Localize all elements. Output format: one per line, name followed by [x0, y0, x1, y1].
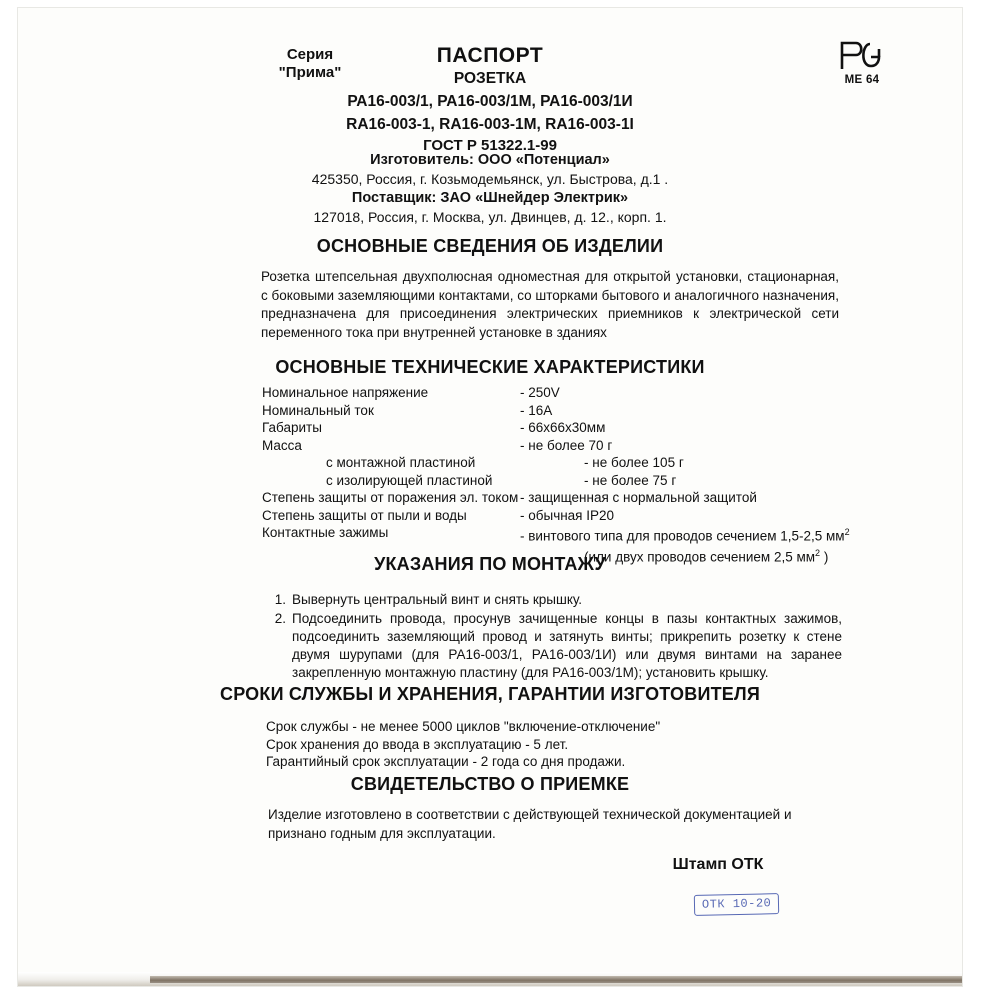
spec-name: Контактные зажимы: [262, 525, 389, 540]
spec-row: [262, 402, 882, 420]
spec-row: [262, 507, 882, 525]
model-codes-cyrillic: РА16-003/1, РА16-003/1М, РА16-003/1И: [347, 93, 633, 110]
installation-step: [264, 591, 842, 609]
paper-sheet: [18, 8, 962, 986]
otk-stamp-label: Штамп ОТК: [672, 856, 764, 873]
section-heading-acceptance: СВИДЕТЕЛЬСТВО О ПРИЕМКЕ: [350, 774, 630, 794]
step-text: Подсоединить провода, просунув зачищенные концы в пазы контактных зажимов, подсоединить заземляющий провод и затянуть винты; прикрепить розетку к стене двумя шурупами (для РА16-003/1, РА16-003/1И) или двумя винтами на заранее закрепленную монтажную пластину (для РА16-003/1М); установить крышку.: [292, 611, 842, 680]
spec-value: - винтового типа для проводов сечением 1,5-2,5 $мм^2$: [520, 527, 850, 544]
model-codes-latin: RA16-003-1, RA16-003-1M, RA16-003-1I: [346, 116, 634, 133]
otk-stamp: ОТК 10-20: [694, 893, 780, 916]
series-name: "Прима": [278, 64, 342, 81]
spec-value: - 16А: [520, 402, 553, 418]
spec-name: Габариты: [262, 420, 322, 435]
spec-value-superscript: 2: [844, 527, 850, 537]
spec-name: Номинальный ток: [262, 402, 374, 418]
page-title: ПАСПОРТ: [436, 44, 544, 67]
standard-reference: ГОСТ Р 51322.1-99: [423, 137, 557, 154]
spec-row: [262, 437, 882, 455]
manufacturer-address: 425350, Россия, г. Козьмодемьянск, ул. Быстрова, д.1 .: [311, 171, 669, 187]
warranty-terms: [266, 718, 846, 771]
series-label: Серия: [286, 46, 334, 63]
spec-value: (или двух проводов сечением 2,5 $мм^2$ ): [584, 548, 829, 565]
spec-value: - 250V: [520, 385, 560, 400]
step-text: Вывернуть центральный винт и снять крышку.: [292, 592, 583, 607]
general-description-text: Розетка штепсельная двухполюсная одноместная для открытой установки, стационарная, с боковыми заземляющими контактами, со шторками бытового и аналогичного назначения, предназначена для присоединения электрических приемников к электрической сети переменного тока при внутренней установке в зданиях: [261, 269, 839, 340]
spec-row: [262, 472, 882, 490]
warranty-line: Срок службы - не менее 5000 циклов "включение-отключение": [266, 719, 661, 734]
spec-value-superscript: 2: [815, 548, 821, 558]
company-block: [18, 151, 962, 227]
supplier-label: Поставщик: ЗАО «Шнейдер Электрик»: [351, 190, 629, 206]
spec-value: - 66х66х30мм: [520, 420, 606, 435]
spec-value: - защищенная с нормальной защитой: [520, 490, 757, 505]
spec-name: Степень защиты от поражения эл. током: [262, 490, 519, 505]
spec-value: - обычная IP20: [520, 507, 615, 523]
spec-row: [262, 384, 882, 402]
spec-row: [262, 524, 882, 545]
spec-value: - не более 105 г: [584, 455, 684, 470]
supplier-address: 127018, Россия, г. Москва, ул. Двинцев, д. 12., корп. 1.: [313, 209, 667, 225]
spec-name: Масса: [262, 437, 302, 453]
warranty-line: Срок хранения до ввода в эксплуатацию - 5 лет.: [266, 736, 569, 752]
title-block: [18, 44, 962, 154]
section-heading-general: ОСНОВНЫЕ СВЕДЕНИЯ ОБ ИЗДЕЛИИ: [316, 236, 664, 256]
step-number: 2.: [274, 611, 286, 626]
spec-row: [262, 419, 882, 437]
document-content: [18, 8, 962, 986]
page-edge-bottom: [150, 976, 962, 983]
specs-table: [262, 384, 882, 566]
acceptance-text: Изделие изготовлено в соответствии с действующей технической документацией и признано годным для эксплуатации.: [268, 807, 792, 841]
section-heading-warranty: СРОКИ СЛУЖБЫ И ХРАНЕНИЯ, ГАРАНТИИ ИЗГОТОВИТЕЛЯ: [220, 684, 760, 704]
section-heading-specs: ОСНОВНЫЕ ТЕХНИЧЕСКИЕ ХАРАКТЕРИСТИКИ: [275, 357, 705, 377]
step-number: 1.: [274, 592, 286, 607]
manufacturer-label: Изготовитель: ООО «Потенциал»: [370, 152, 610, 168]
spec-name: с монтажной пластиной: [326, 455, 476, 470]
spec-value: - не более 75 г: [584, 472, 677, 488]
page-subtitle: РОЗЕТКА: [453, 70, 527, 87]
certification-code: МЕ 64: [844, 74, 880, 86]
installation-step: [264, 610, 842, 682]
spec-name: Номинальное напряжение: [262, 385, 429, 400]
installation-steps: [264, 591, 842, 683]
spec-row: [262, 454, 882, 472]
spec-name: Степень защиты от пыли и воды: [262, 507, 467, 523]
section-heading-installation: УКАЗАНИЯ ПО МОНТАЖУ: [374, 554, 606, 574]
spec-value: - не более 70 г: [520, 437, 613, 453]
spec-name: с изолирующей пластиной: [326, 472, 493, 488]
spec-row: [262, 489, 882, 507]
warranty-line: Гарантийный срок эксплуатации - 2 года со дня продажи.: [266, 754, 626, 769]
